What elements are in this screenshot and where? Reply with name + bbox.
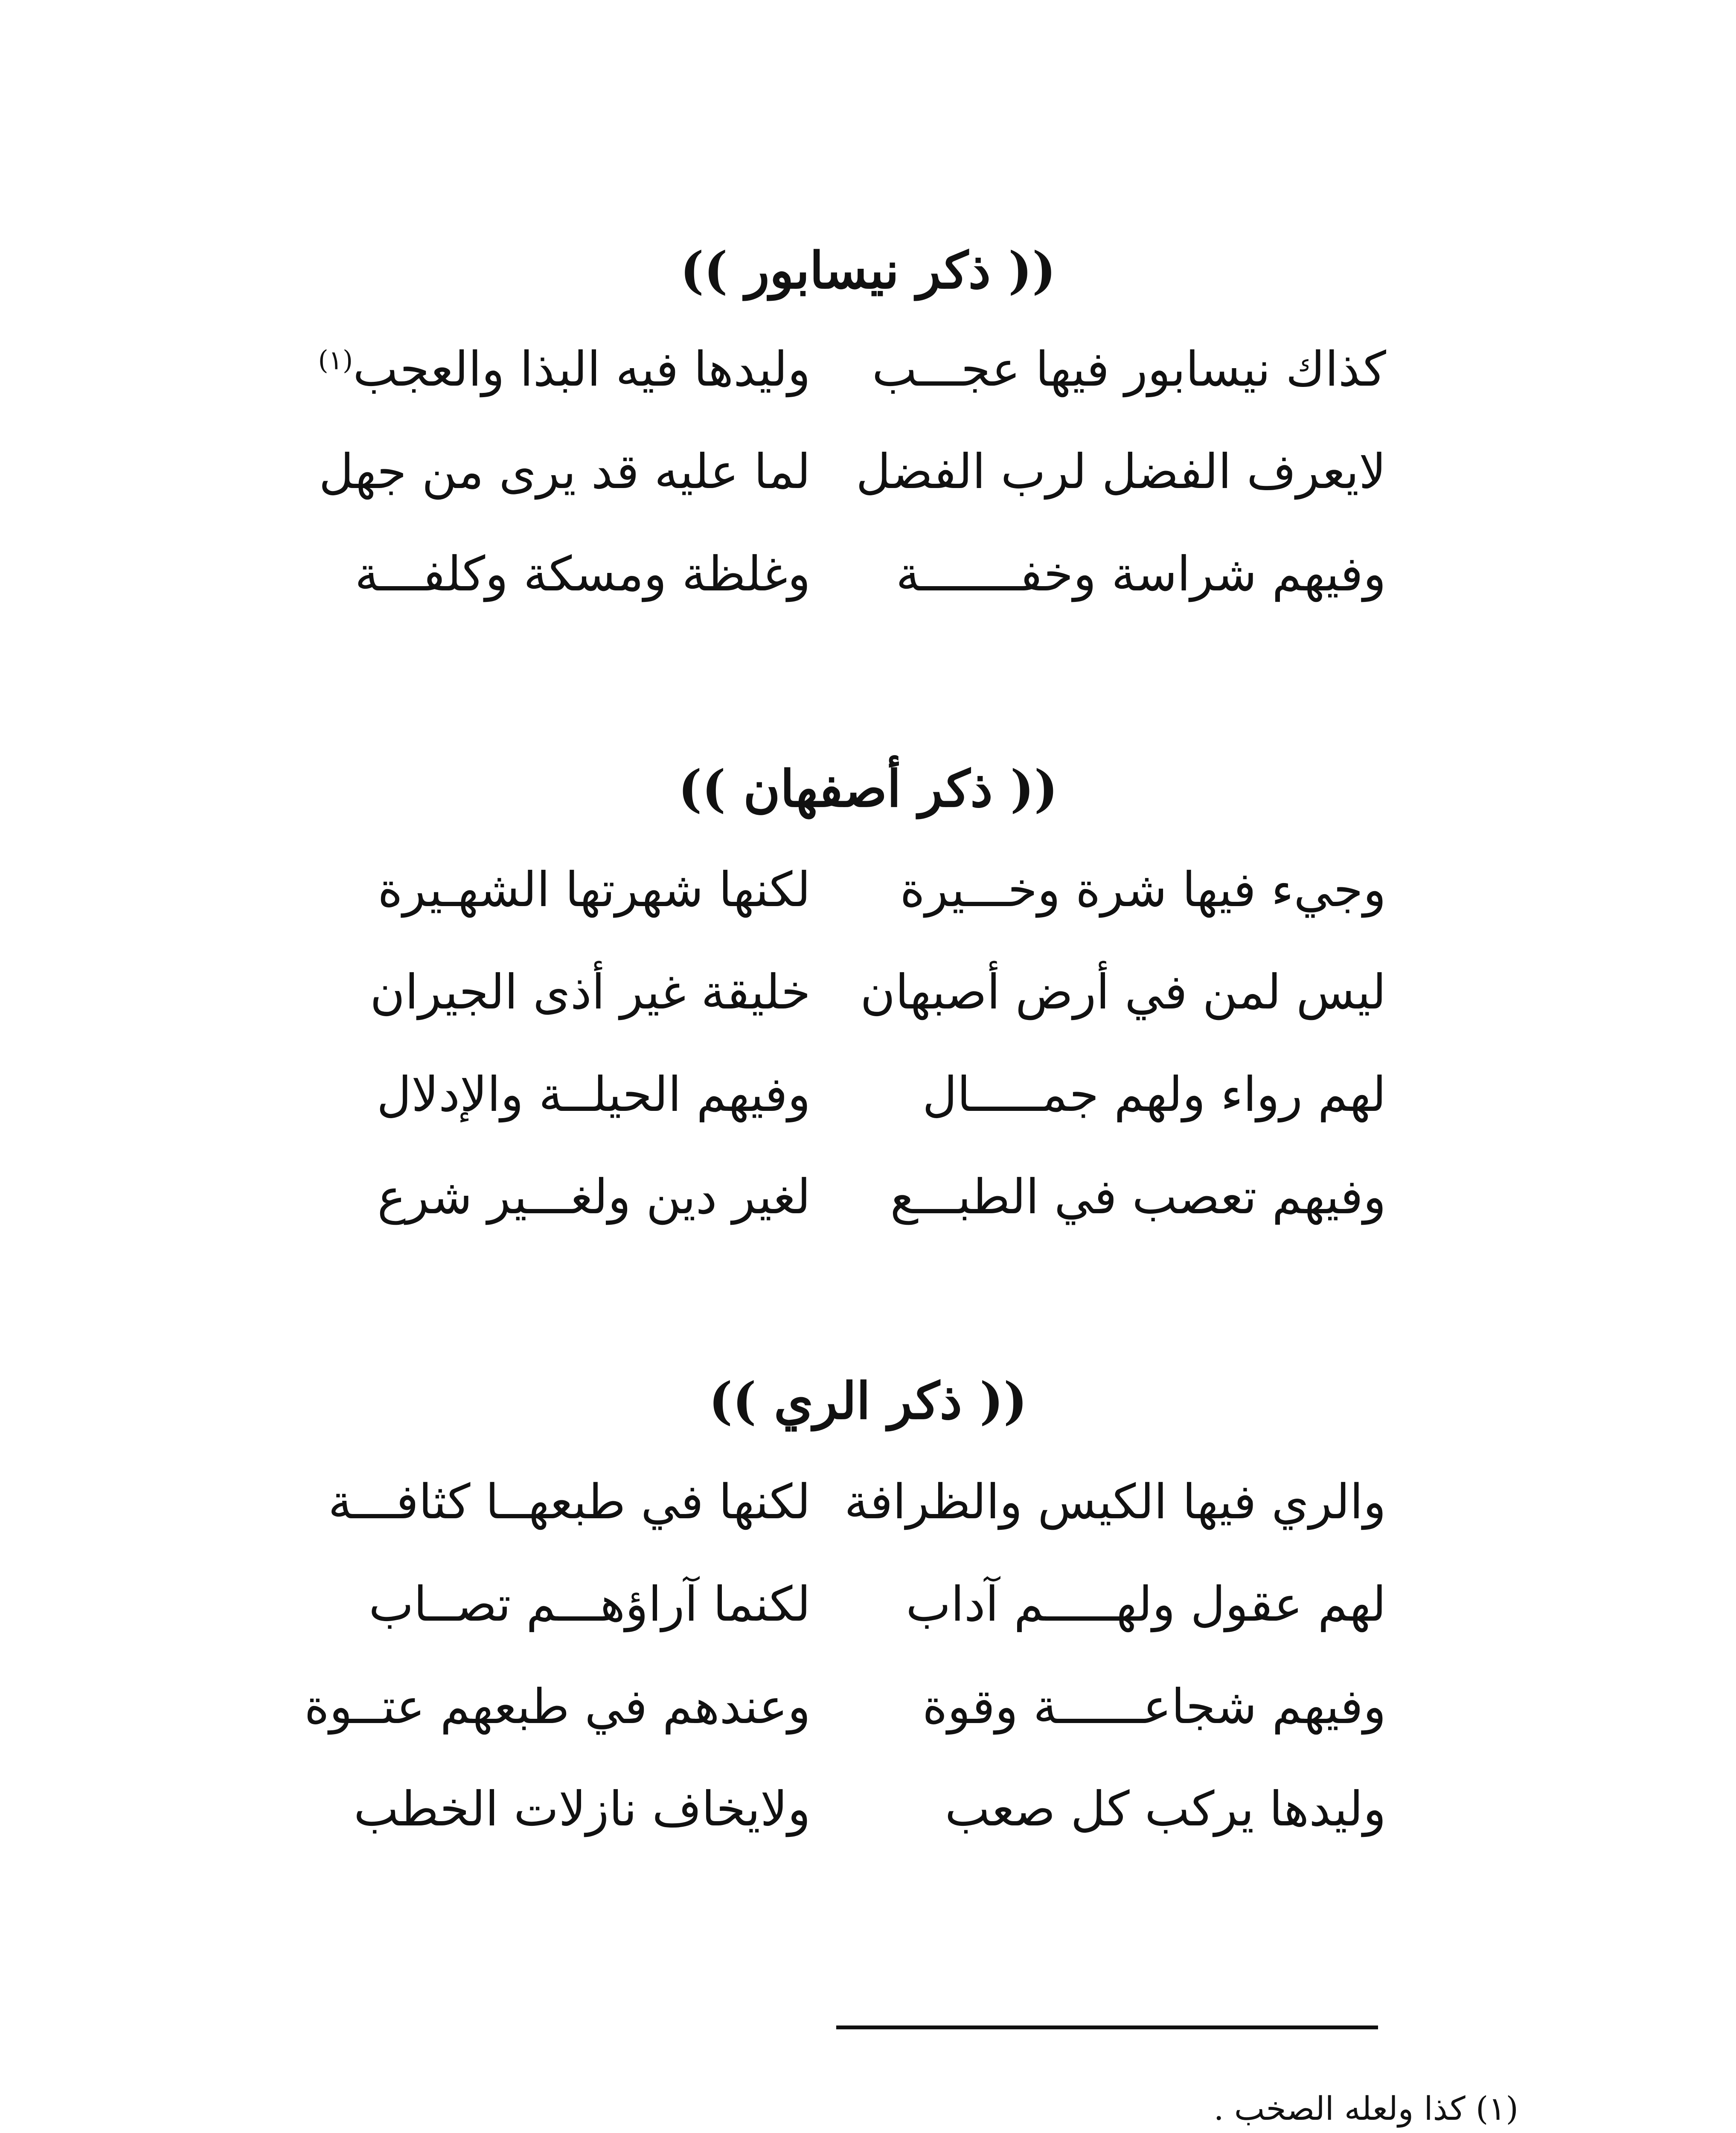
verse-hemistich-right: وليدها يركب كل صعب xyxy=(945,1781,1386,1837)
verse-hemistich-left: خليقة غير أذى الجيران xyxy=(370,965,811,1020)
footnote-marker: (١) xyxy=(318,344,353,376)
verse-hemistich-left: لغير دين ولغـــير شرع xyxy=(377,1169,811,1225)
section-title-rey: (( ذكر الري )) xyxy=(709,1371,1027,1430)
footnote-divider xyxy=(836,2025,1378,2029)
verse-hemistich-right: وفيهم تعصب في الطبـــع xyxy=(890,1169,1386,1225)
verse-hemistich-right: وفيهم شجاعــــــة وقوة xyxy=(922,1679,1386,1735)
verse-hemistich-right: كذاك نيسابور فيها عجـــب xyxy=(872,342,1386,397)
footnote: (١) كذا ولعله الصخب . xyxy=(1213,2089,1518,2127)
verse-hemistich-left: لكنها في طبعهــا كثافـــة xyxy=(328,1474,811,1530)
section-title-nishapur: (( ذكر نيسابور )) xyxy=(680,241,1056,300)
verse-hemistich-text: وليدها فيه البذا والعجب xyxy=(353,342,811,397)
verse-hemistich-left: ولايخاف نازلات الخطب xyxy=(354,1781,811,1837)
verse-hemistich-left: وغلظة ومسكة وكلفـــة xyxy=(355,546,811,602)
verse-hemistich-right: لهم رواء ولهم جمـــــال xyxy=(922,1067,1386,1122)
verse-hemistich-right: ليس لمن في أرض أصبهان xyxy=(860,965,1386,1020)
verse-hemistich-right: لهم عقول ولهـــــم آداب xyxy=(906,1577,1386,1632)
verse-hemistich-right: وفيهم شراسة وخفـــــــة xyxy=(896,546,1386,602)
verse-hemistich-left: لما عليه قد يرى من جهل xyxy=(319,444,811,500)
verse-hemistich-left: وفيهم الحيلــة والإدلال xyxy=(376,1067,811,1122)
verse-hemistich-left: لكنها شهرتها الشهـيرة xyxy=(378,862,811,918)
verse-hemistich-left: لكنما آراؤهـــم تصــاب xyxy=(369,1577,811,1632)
verse-hemistich-right: وجيء فيها شرة وخـــيرة xyxy=(900,862,1386,918)
verse-hemistich-right: والري فيها الكيس والظرافة xyxy=(844,1474,1386,1530)
verse-hemistich-left xyxy=(277,342,811,397)
verse-hemistich-right: لايعرف الفضل لرب الفضل xyxy=(856,444,1386,500)
verse-hemistich-left: وعندهم في طبعهم عتــوة xyxy=(304,1679,811,1735)
section-title-isfahan: (( ذكر أصفهان )) xyxy=(678,759,1058,818)
